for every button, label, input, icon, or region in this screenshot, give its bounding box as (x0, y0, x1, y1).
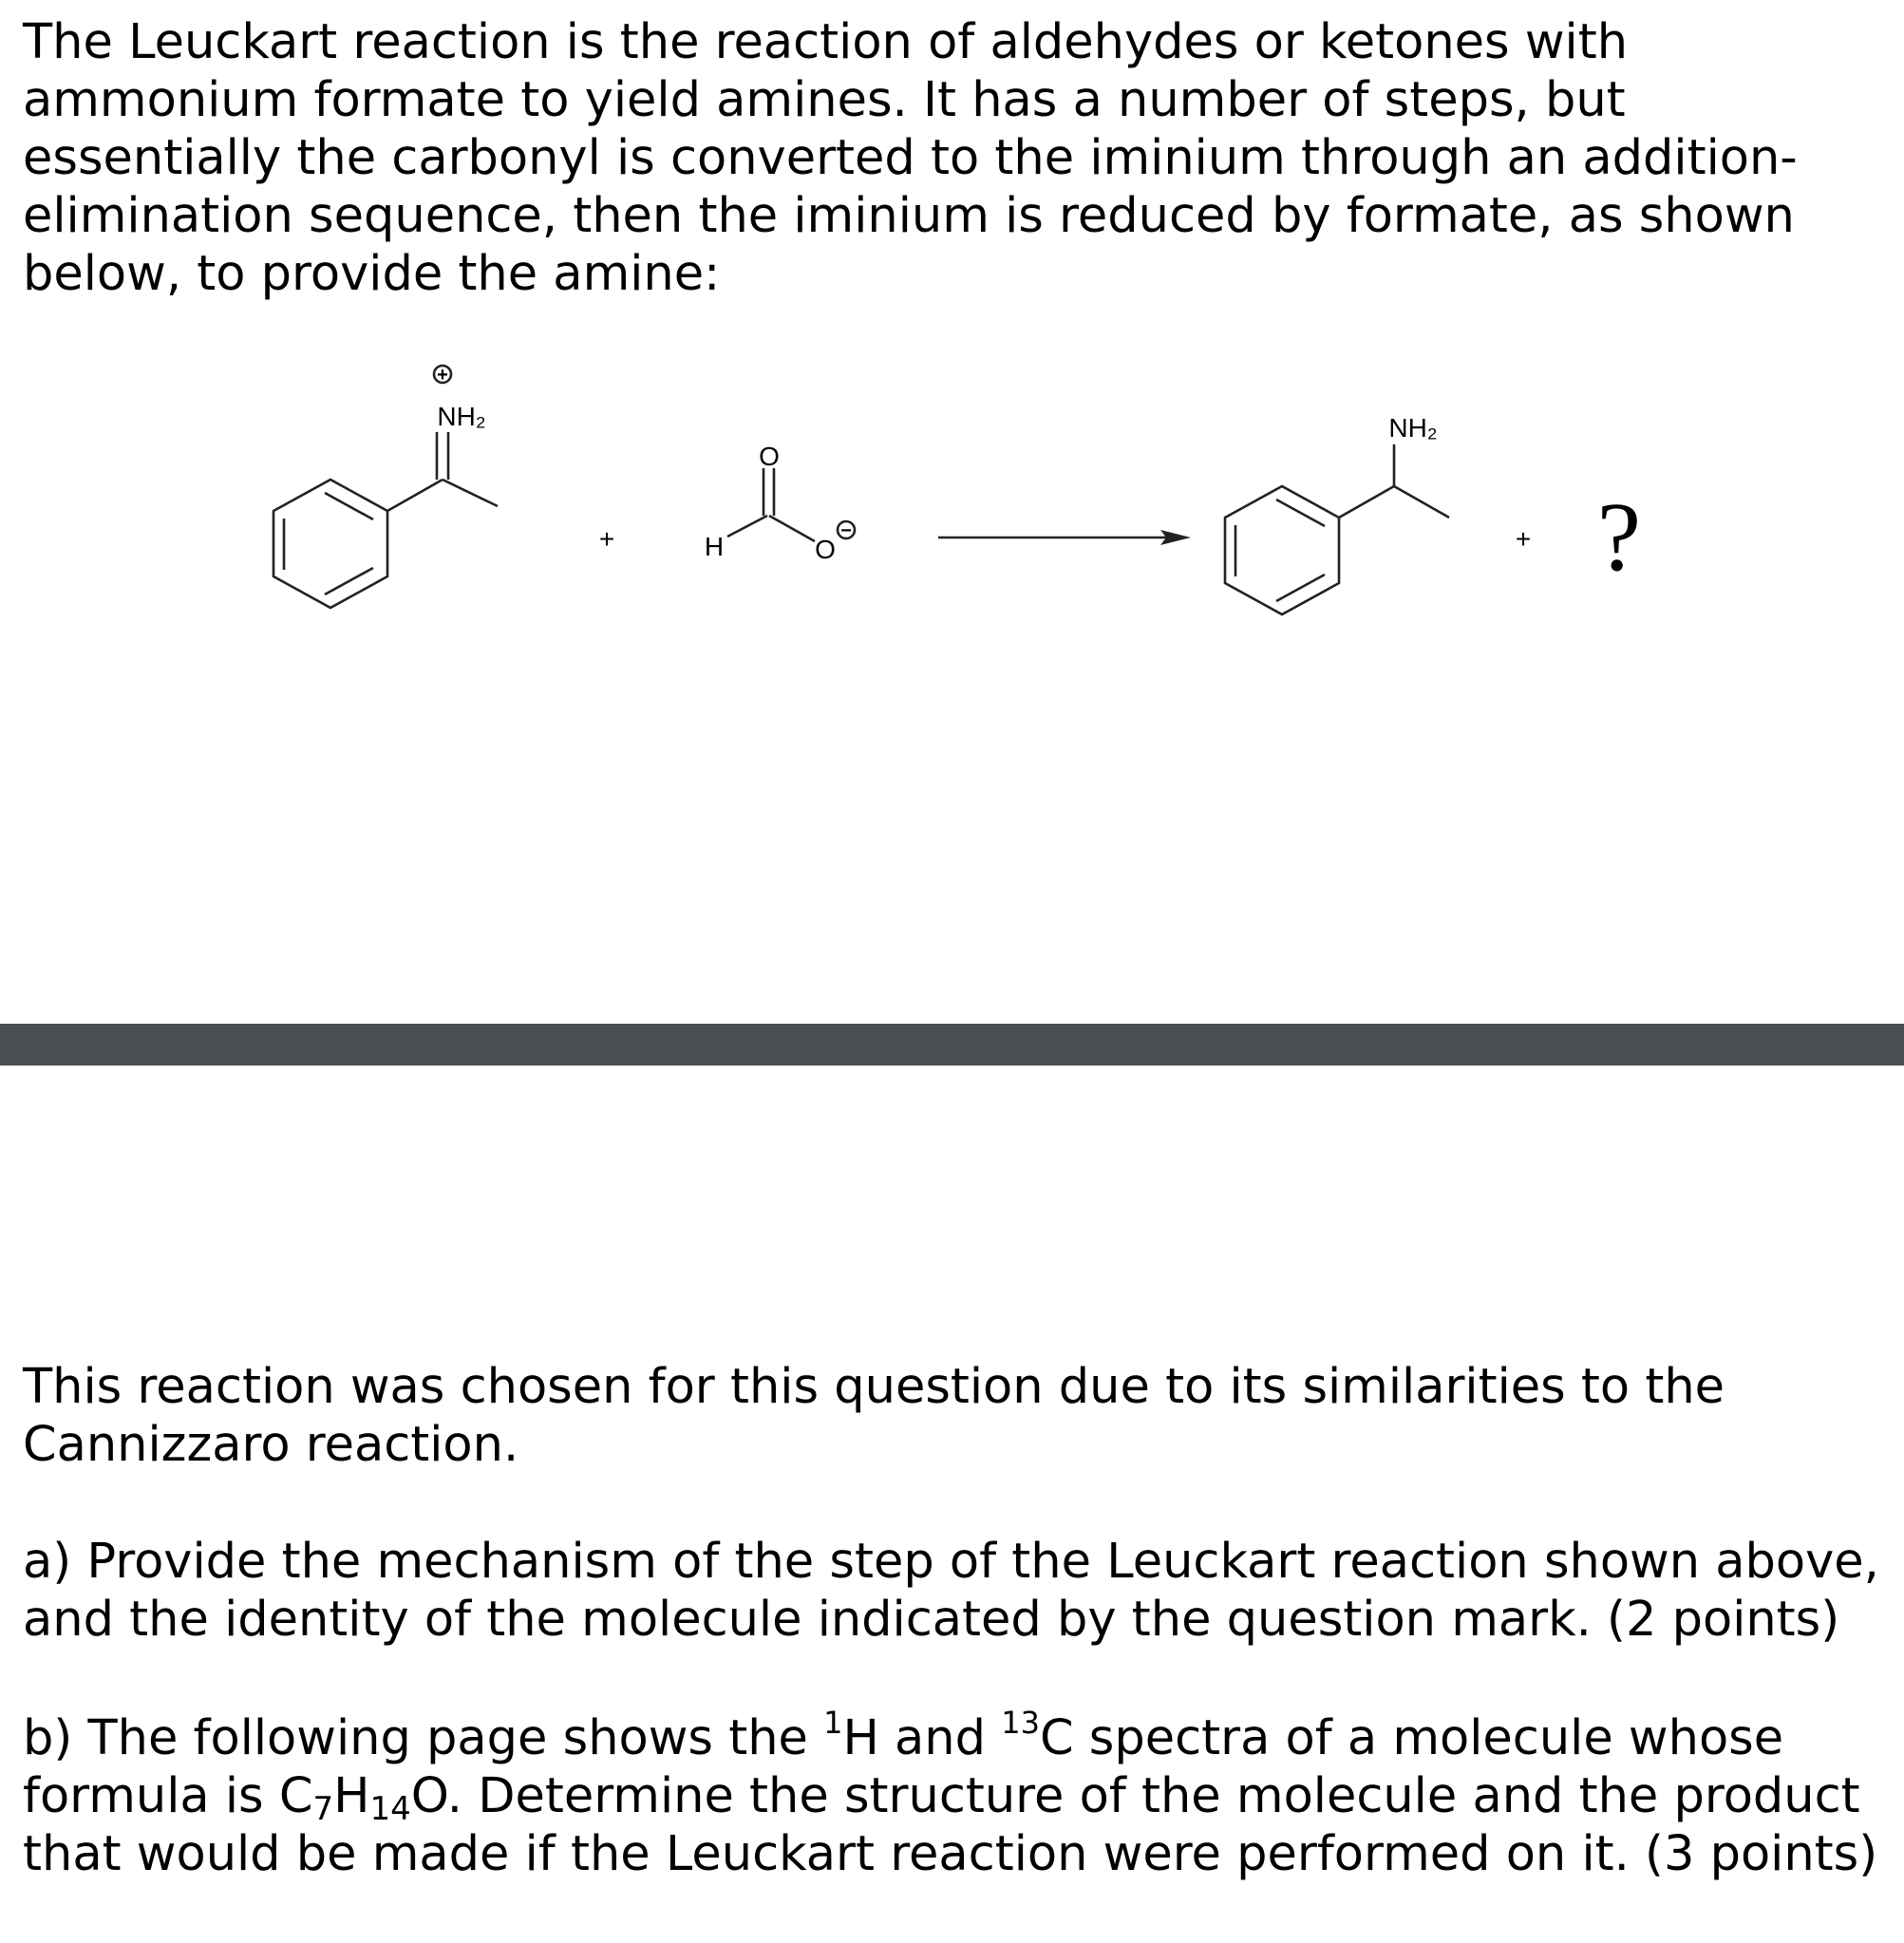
question-part-b (23, 1705, 1889, 1883)
formate-o-bond (769, 516, 815, 541)
reaction-scheme (0, 342, 1904, 646)
part-b-line-1 (23, 1705, 1889, 1767)
intro-line-4: elimination sequence, then the iminium is reduced by formate, as shown (23, 188, 1795, 244)
part-a-line-2: and the identity of the molecule indicated by the question mark. (2 points) (23, 1592, 1840, 1648)
iminium-nh2-label: NH₂ (437, 402, 486, 431)
part-b-text: H and (842, 1710, 1002, 1766)
section-divider (0, 1024, 1904, 1066)
note-paragraph (23, 1358, 1889, 1474)
note-line-1: This reaction was chosen for this question due to its similarities to the (23, 1359, 1725, 1415)
intro-paragraph (23, 13, 1889, 303)
formate-o-top-label: O (759, 442, 780, 471)
formate-charge: − (840, 520, 852, 541)
part-b-text: b) The following page shows the (23, 1710, 824, 1766)
part-b-line-3: that would be made if the Leuckart reaction were performed on it. (3 points) (23, 1826, 1878, 1882)
superscript-1: 1 (823, 1705, 843, 1741)
unknown-product-mark: ? (1596, 482, 1642, 592)
part-b-text: O. Determine the structure of the molecule and the product (410, 1768, 1860, 1824)
superscript-13: 13 (1001, 1705, 1040, 1741)
amine-ring-bond (1339, 486, 1394, 518)
amine-methyl-bond (1394, 486, 1449, 518)
plus-sign-1: + (598, 524, 615, 554)
part-b-text: formula is C (23, 1768, 313, 1824)
iminium-charge: + (437, 365, 448, 386)
formate-h-bond (727, 516, 767, 537)
intro-line-2: ammonium formate to yield amines. It has a number of steps, but (23, 72, 1626, 128)
part-a-line-1: a) Provide the mechanism of the step of the Leuckart reaction shown above, (23, 1534, 1879, 1590)
question-part-a (23, 1533, 1889, 1649)
intro-line-3: essentially the carbonyl is converted to the iminium through an addition- (23, 130, 1798, 186)
note-line-2: Cannizzaro reaction. (23, 1417, 519, 1473)
amine-nh2-label: NH₂ (1388, 413, 1438, 443)
subscript-14: 14 (369, 1790, 411, 1828)
formate-h-label: H (704, 532, 725, 561)
amine-benzene-ring (1225, 486, 1339, 614)
intro-line-5: below, to provide the amine: (23, 246, 721, 302)
plus-sign-2: + (1515, 524, 1532, 554)
part-b-text: H (333, 1768, 370, 1824)
formate-o-minus-label: O (815, 535, 836, 564)
part-b-line-2 (23, 1767, 1889, 1828)
part-b-text: C spectra of a molecule whose (1039, 1710, 1784, 1766)
iminium-methyl-bond (443, 480, 498, 506)
subscript-7: 7 (312, 1790, 334, 1828)
iminium-benzene-ring (273, 480, 387, 608)
iminium-ring-bond (387, 480, 443, 511)
intro-line-1: The Leuckart reaction is the reaction of aldehydes or ketones with (23, 14, 1629, 70)
